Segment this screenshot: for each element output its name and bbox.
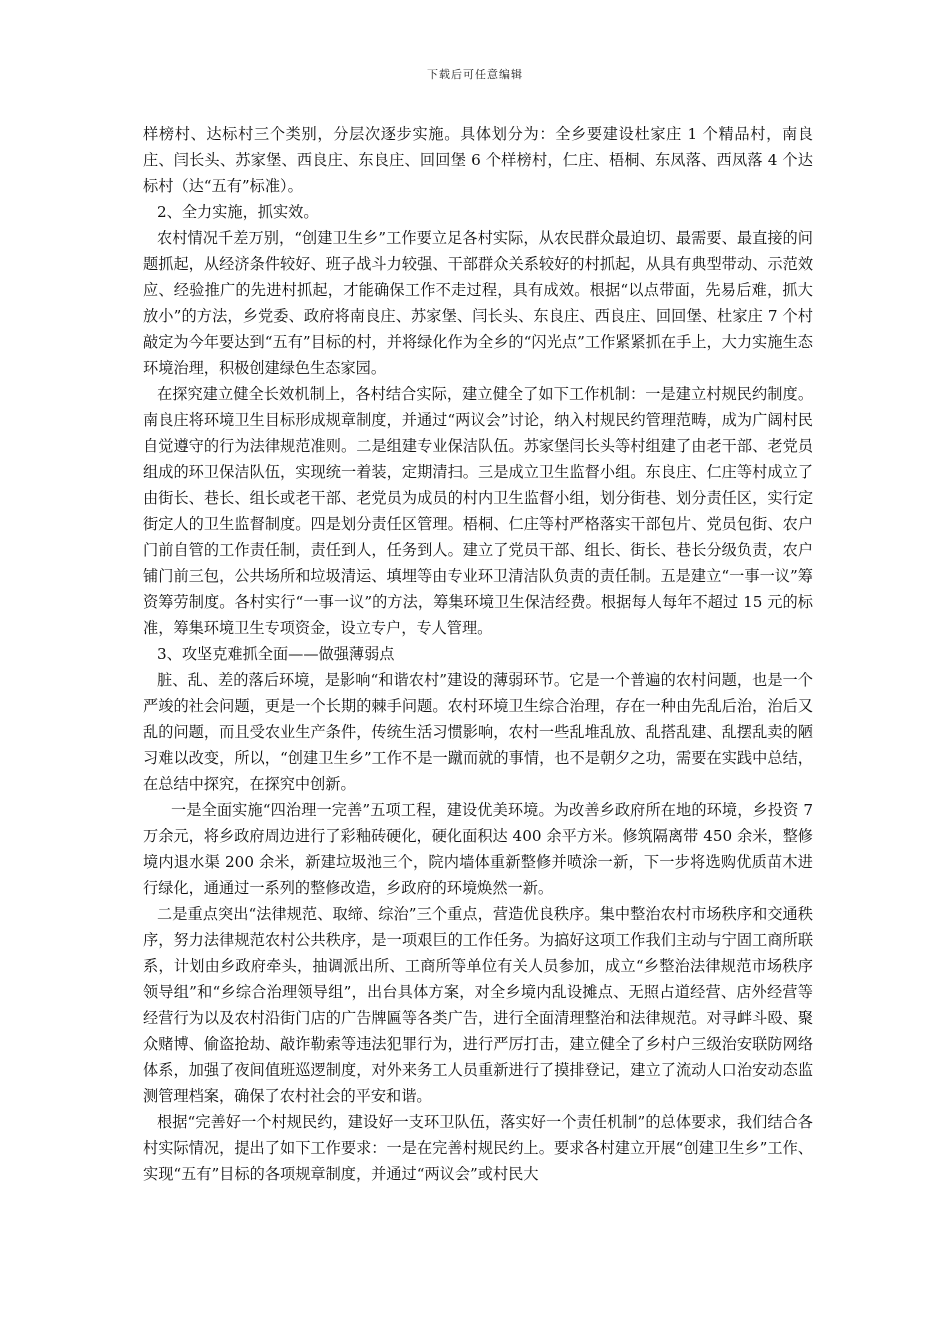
paragraph-3: 农村情况千差万别，“创建卫生乡”工作要立足各村实际，从农民群众最迫切、最需要、最直接的问题抓起，从经济条件较好、班子战斗力较强、干部群众关系较好的村抓起，从具有典型带动、示范效应、经验推广的先进村抓起，才能确保工作不走过程，具有成效。根据“以点带面，先易后难，抓大放小”的方法，乡党委、政府将南良庄、苏家堡、闫长头、东良庄、西良庄、回回堡、杜家庄 7 个村敲定为今年要达到“五有”目标的村，并将绿化作为全乡的“闪光点”工作紧紧抓在手上，大力实施生态环境治理，积极创建绿色生态家园。: [143, 229, 813, 377]
section-heading-2: 2、全力实施，抓实效。: [157, 203, 319, 221]
paragraph-4: 在探究建立健全长效机制上，各村结合实际，建立健全了如下工作机制：一是建立村规民约制度。南良庄将环境卫生目标形成规章制度，并通过“两议会”讨论，纳入村规民约管理范畴，成为广阔村民自觉遵守的行为法律规范准则。二是组建专业保洁队伍。苏家堡闫长头等村组建了由老干部、老党员组成的环卫保洁队伍，实现统一着装，定期清扫。三是成立卫生监督小组。东良庄、仁庄等村成立了由街长、巷长、组长或老干部、老党员为成员的村内卫生监督小组，划分街巷、划分责任区，实行定街定人的卫生监督制度。四是划分责任区管理。梧桐、仁庄等村严格落实干部包片、党员包街、农户门前自管的工作责任制，责任到人，任务到人。建立了党员干部、组长、街长、巷长分级负责，农户铺门前三包，公共场所和垃圾清运、填埋等由专业环卫清洁队负责的责任制。五是建立“一事一议”筹资筹劳制度。各村实行“一事一议”的方法，筹集环境卫生保洁经费。根据每人每年不超过 15 元的标准，筹集环境卫生专项资金，设立专户，专人管理。: [143, 385, 813, 637]
section-heading-3: 3、攻坚克难抓全面——做强薄弱点: [157, 645, 395, 663]
document-body: [143, 121, 813, 1187]
paragraph-6: 脏、乱、差的落后环境，是影响“和谐农村”建设的薄弱环节。它是一个普遍的农村问题，也是一个严竣的社会问题，更是一个长期的棘手问题。农村环境卫生综合治理，存在一种由先乱后治，治后又乱的问题，而且受农业生产条件，传统生活习惯影响，农村一些乱堆乱放、乱搭乱建、乱摆乱卖的陋习难以改变，所以，“创建卫生乡”工作不是一蹴而就的事情，也不是朝夕之功，需要在实践中总结，在总结中探究，在探究中创新。: [143, 671, 813, 793]
paragraph-1: 样榜村、达标村三个类别，分层次逐步实施。具体划分为：全乡要建设杜家庄 1 个精品村，南良庄、闫长头、苏家堡、西良庄、东良庄、回回堡 6 个样榜村，仁庄、梧桐、东凤落、西凤落 4 个达标村（达“五有”标准）。: [143, 125, 813, 195]
page-header-note: 下载后可任意编辑: [427, 68, 523, 81]
paragraph-9: 根据“完善好一个村规民约，建设好一支环卫队伍，落实好一个责任机制”的总体要求，我们结合各村实际情况，提出了如下工作要求：一是在完善村规民约上。要求各村建立开展“创建卫生乡”工作、实现“五有”目标的各项规章制度，并通过“两议会”或村民大: [143, 1113, 813, 1183]
paragraph-7: 一是全面实施“四治理一完善”五项工程，建设优美环境。为改善乡政府所在地的环境，乡投资 7 万余元，将乡政府周边进行了彩釉砖硬化，硬化面积达 400 余平方米。修筑隔离带 450 余米，整修境内退水渠 200 余米，新建垃圾池三个，院内墙体重新整修并喷涂一新，下一步将选购优质苗木进行绿化，通通过一系列的整修改造，乡政府的环境焕然一新。: [143, 801, 813, 897]
paragraph-8: 二是重点突出“法律规范、取缔、综治”三个重点，营造优良秩序。集中整治农村市场秩序和交通秩序，努力法律规范农村公共秩序，是一项艰巨的工作任务。为搞好这项工作我们主动与宁固工商所联系，计划由乡政府牵头，抽调派出所、工商所等单位有关人员参加，成立“乡整治法律规范市场秩序领导组”和“乡综合治理领导组”，出台具体方案，对全乡境内乱设摊点、无照占道经营、店外经营等经营行为以及农村沿街门店的广告牌匾等各类广告，进行全面清理整治和法律规范。对寻衅斗殴、聚众赌博、偷盗抢劫、敲诈勒索等违法犯罪行为，进行严厉打击，建立健全了乡村户三级治安联防网络体系，加强了夜间值班巡逻制度，对外来务工人员重新进行了摸排登记，建立了流动人口治安动态监测管理档案，确保了农村社会的平安和谐。: [143, 905, 813, 1105]
